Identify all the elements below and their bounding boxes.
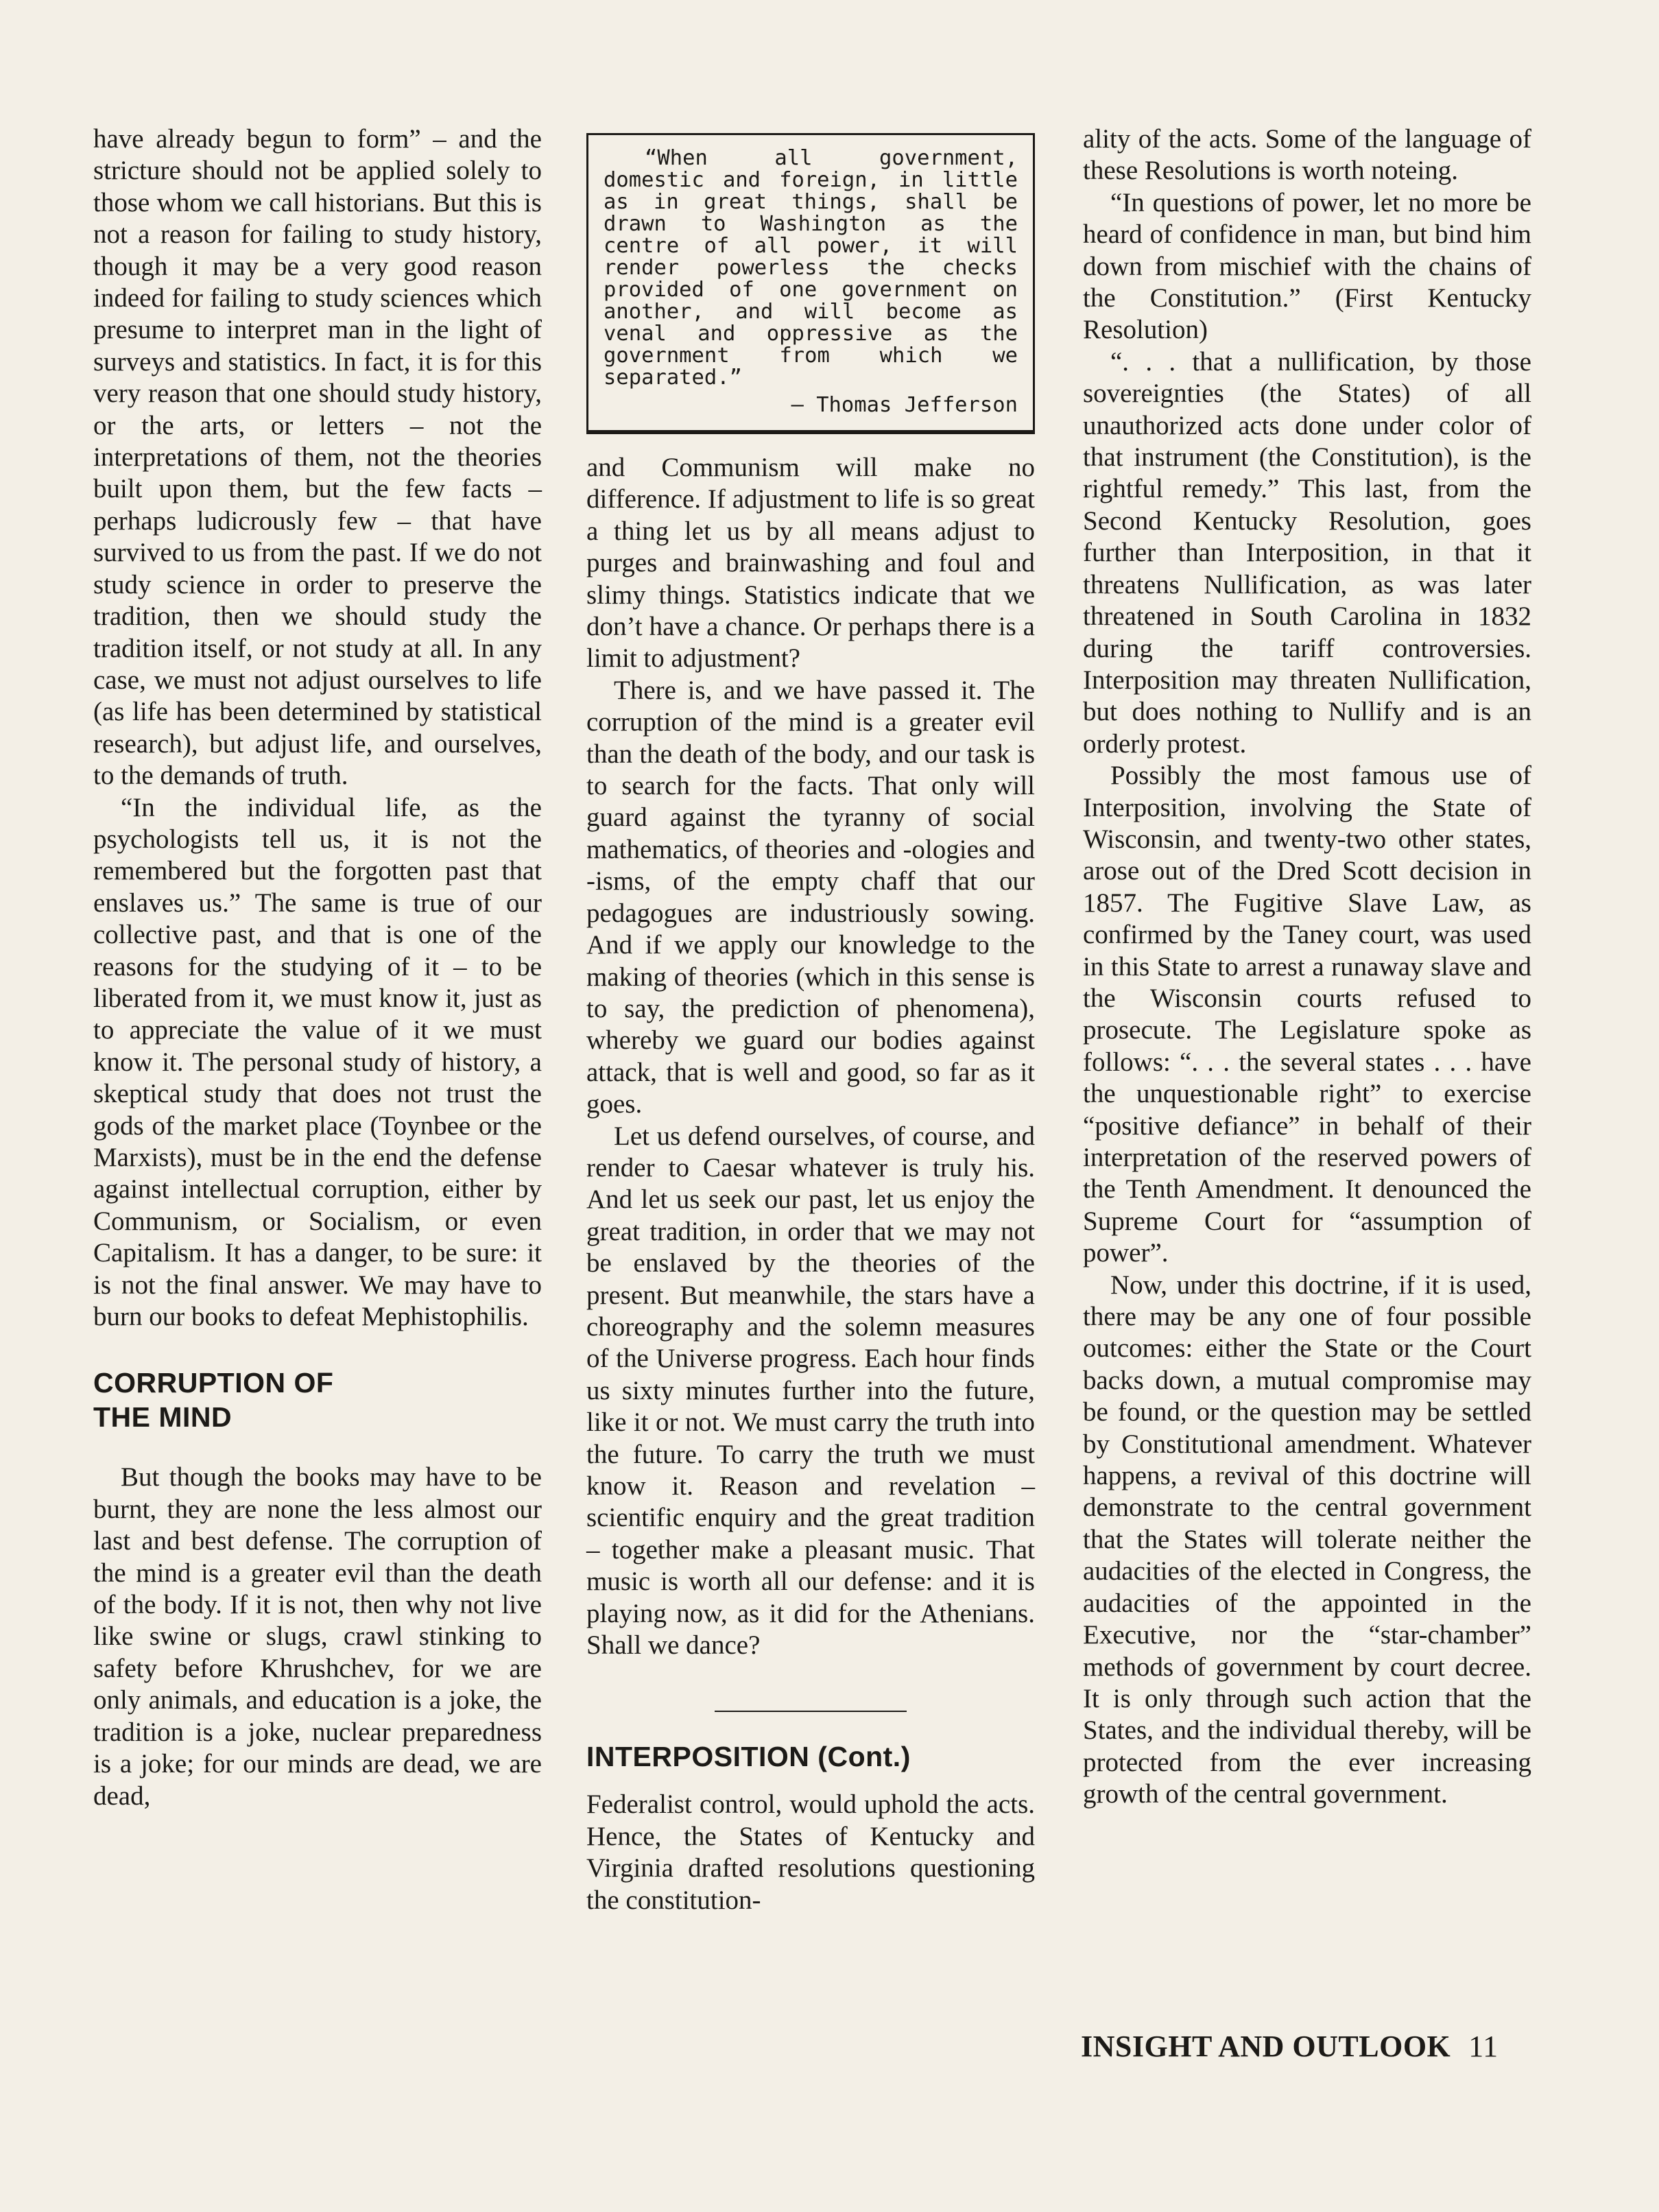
- column-left: [93, 123, 542, 1812]
- body-paragraph: But though the books may have to be burnt, they are none the less almost our last and best defense. The corruption of the mind is a greater evil than the death of the body. If it is not, then why not live like swine or slugs, crawl stinking to safety before Khrushchev, for we are only animals, and education is a joke, the tradition is a joke, nuclear preparedness is a joke; for our minds are dead, we are dead,: [93, 1462, 542, 1811]
- quote-text: “When all government, domestic and foreign, in little as in great things, shall be drawn to Washington as the centre of all power, it will render powerless the checks provided of one government on another, and will become as venal and oppressive as the government from which we separated.”: [604, 146, 1018, 390]
- section-divider: [715, 1711, 907, 1712]
- section-heading-interposition: INTERPOSITION (Cont.): [586, 1741, 911, 1773]
- body-paragraph: There is, and we have passed it. The corruption of the mind is a greater evil than the death of the body, and our task is to search for the facts. That only will guard against the tyranny of social mathematics, of theories and -ologies and -isms, of the empty chaff that our pedagogues are industriously sowing. And if we apply our knowledge to the making of theories (which in this sense is to say, the prediction of phenomena), whereby we guard our bodies against attack, that is well and good, so far as it goes.: [586, 675, 1035, 1119]
- section-heading-corruption: [93, 1366, 542, 1434]
- page-footer: [1081, 2029, 1499, 2064]
- column-middle: [586, 123, 1035, 1916]
- heading-line: CORRUPTION OF: [93, 1367, 334, 1399]
- jefferson-quote-box: [586, 133, 1035, 434]
- body-paragraph: Now, under this doctrine, if it is used, there may be any one of four possible outcomes: either the State or the Court backs down, a mutual compromise may be found, or the question may be settled by Constitutional amendment. Whatever happens, a revival of this doctrine will demonstrate to the central government that the States will tolerate neither the audacities of the elected in Congress, the audacities of the appointed in the Executive, nor the “star-chamber” methods of government by court decree. It is only through such action that the States, and the individual thereby, will be protected from the ever increasing growth of the central government.: [1083, 1270, 1531, 1809]
- publication-title: INSIGHT AND OUTLOOK: [1081, 2030, 1451, 2063]
- body-paragraph: “. . . that a nullification, by those sovereignties (the States) of all unauthorized acts done under color of that instrument (the Constitution), is the rightful remedy.” This last, from the Second Kentucky Resolution, goes further than Interposition, in that it threatens Nullification, as was later threatened in South Carolina in 1832 during the tariff controversies. Interposition may threaten Nullification, but does nothing to Nullify and is an orderly protest.: [1083, 346, 1531, 759]
- body-paragraph: Possibly the most famous use of Interposition, involving the State of Wisconsin, and twenty-two other states, arose out of the Dred Scott decision in 1857. The Fugitive Slave Law, as confirmed by the Taney court, was used in this State to arrest a runaway slave and the Wisconsin courts refused to prosecute. The Legislature spoke as follows: “. . . the several states . . . have the unquestionable right” to exercise “positive defiance” in behalf of their interpretation of the reserved powers of the Tenth Amendment. It denounced the Supreme Court for “assumption of power”.: [1083, 761, 1531, 1268]
- body-paragraph: ality of the acts. Some of the language of these Resolutions is worth noteing.: [1083, 124, 1531, 186]
- body-paragraph: Federalist control, would uphold the acts. Hence, the States of Kentucky and Virginia drafted resolutions questioning the constitution-: [586, 1789, 1035, 1915]
- body-paragraph: have already begun to form” – and the stricture should not be applied solely to those whom we call historians. But this is not a reason for failing to study history, though it may be a very good reason indeed for failing to study sciences which presume to interpret man in the light of surveys and statistics. In fact, it is for this very reason that one should study history, or the arts, or letters – not the interpretations of them, not the theories built upon them, but the few facts – perhaps ludicrously few – that have survived to us from the past. If we do not study science in order to preserve the tradition, then we should study the tradition itself, or not study at all. In any case, we must not adjust ourselves to life (as life has been determined by statistical research), but adjust life, and ourselves, to the demands of truth.: [93, 124, 542, 791]
- body-paragraph: “In questions of power, let no more be heard of confidence in man, but bind him down from mischief with the chains of the Constitution.” (First Kentucky Resolution): [1083, 187, 1531, 345]
- heading-line: THE MIND: [93, 1401, 232, 1434]
- page-number: 11: [1468, 2030, 1499, 2063]
- body-paragraph: Let us defend ourselves, of course, and render to Caesar whatever is truly his. And let us seek our past, let us enjoy the great tradition, in order that we may not be enslaved by the theories of the present. But meanwhile, the stars have a choreography and the solemn measures of the Universe progress. Each hour finds us sixty minutes further into the future, like it or not. We must carry the truth into the future. To carry the truth we must know it. Reason and revelation – scientific enquiry and the great tradition – together make a pleasant music. That music is worth all our defense: and it is playing now, as it did for the Athenians. Shall we dance?: [586, 1121, 1035, 1661]
- body-paragraph: “In the individual life, as the psychologists tell us, it is not the remembered but the forgotten past that enslaves us.” The same is true of our collective past, and that is one of the reasons for the studying of it – to be liberated from it, we must know it, just as to appreciate the value of it we must know it. The personal study of history, a skeptical study that does not trust the gods of the market place (Toynbee or the Marxists), must be in the end the defense against intellectual corruption, either by Communism, or Socialism, or even Capitalism. It has a danger, to be sure: it is not the final answer. We may have to burn our books to defeat Mephistophilis.: [93, 792, 542, 1332]
- quote-attribution: — Thomas Jefferson: [791, 393, 1018, 417]
- column-right: [1083, 123, 1531, 1811]
- body-paragraph: and Communism will make no difference. If adjustment to life is so great a thing let us by all means adjust to purges and brainwashing and foul and slimy things. Statistics indicate that we don’t have a chance. Or perhaps there is a limit to adjustment?: [586, 453, 1035, 674]
